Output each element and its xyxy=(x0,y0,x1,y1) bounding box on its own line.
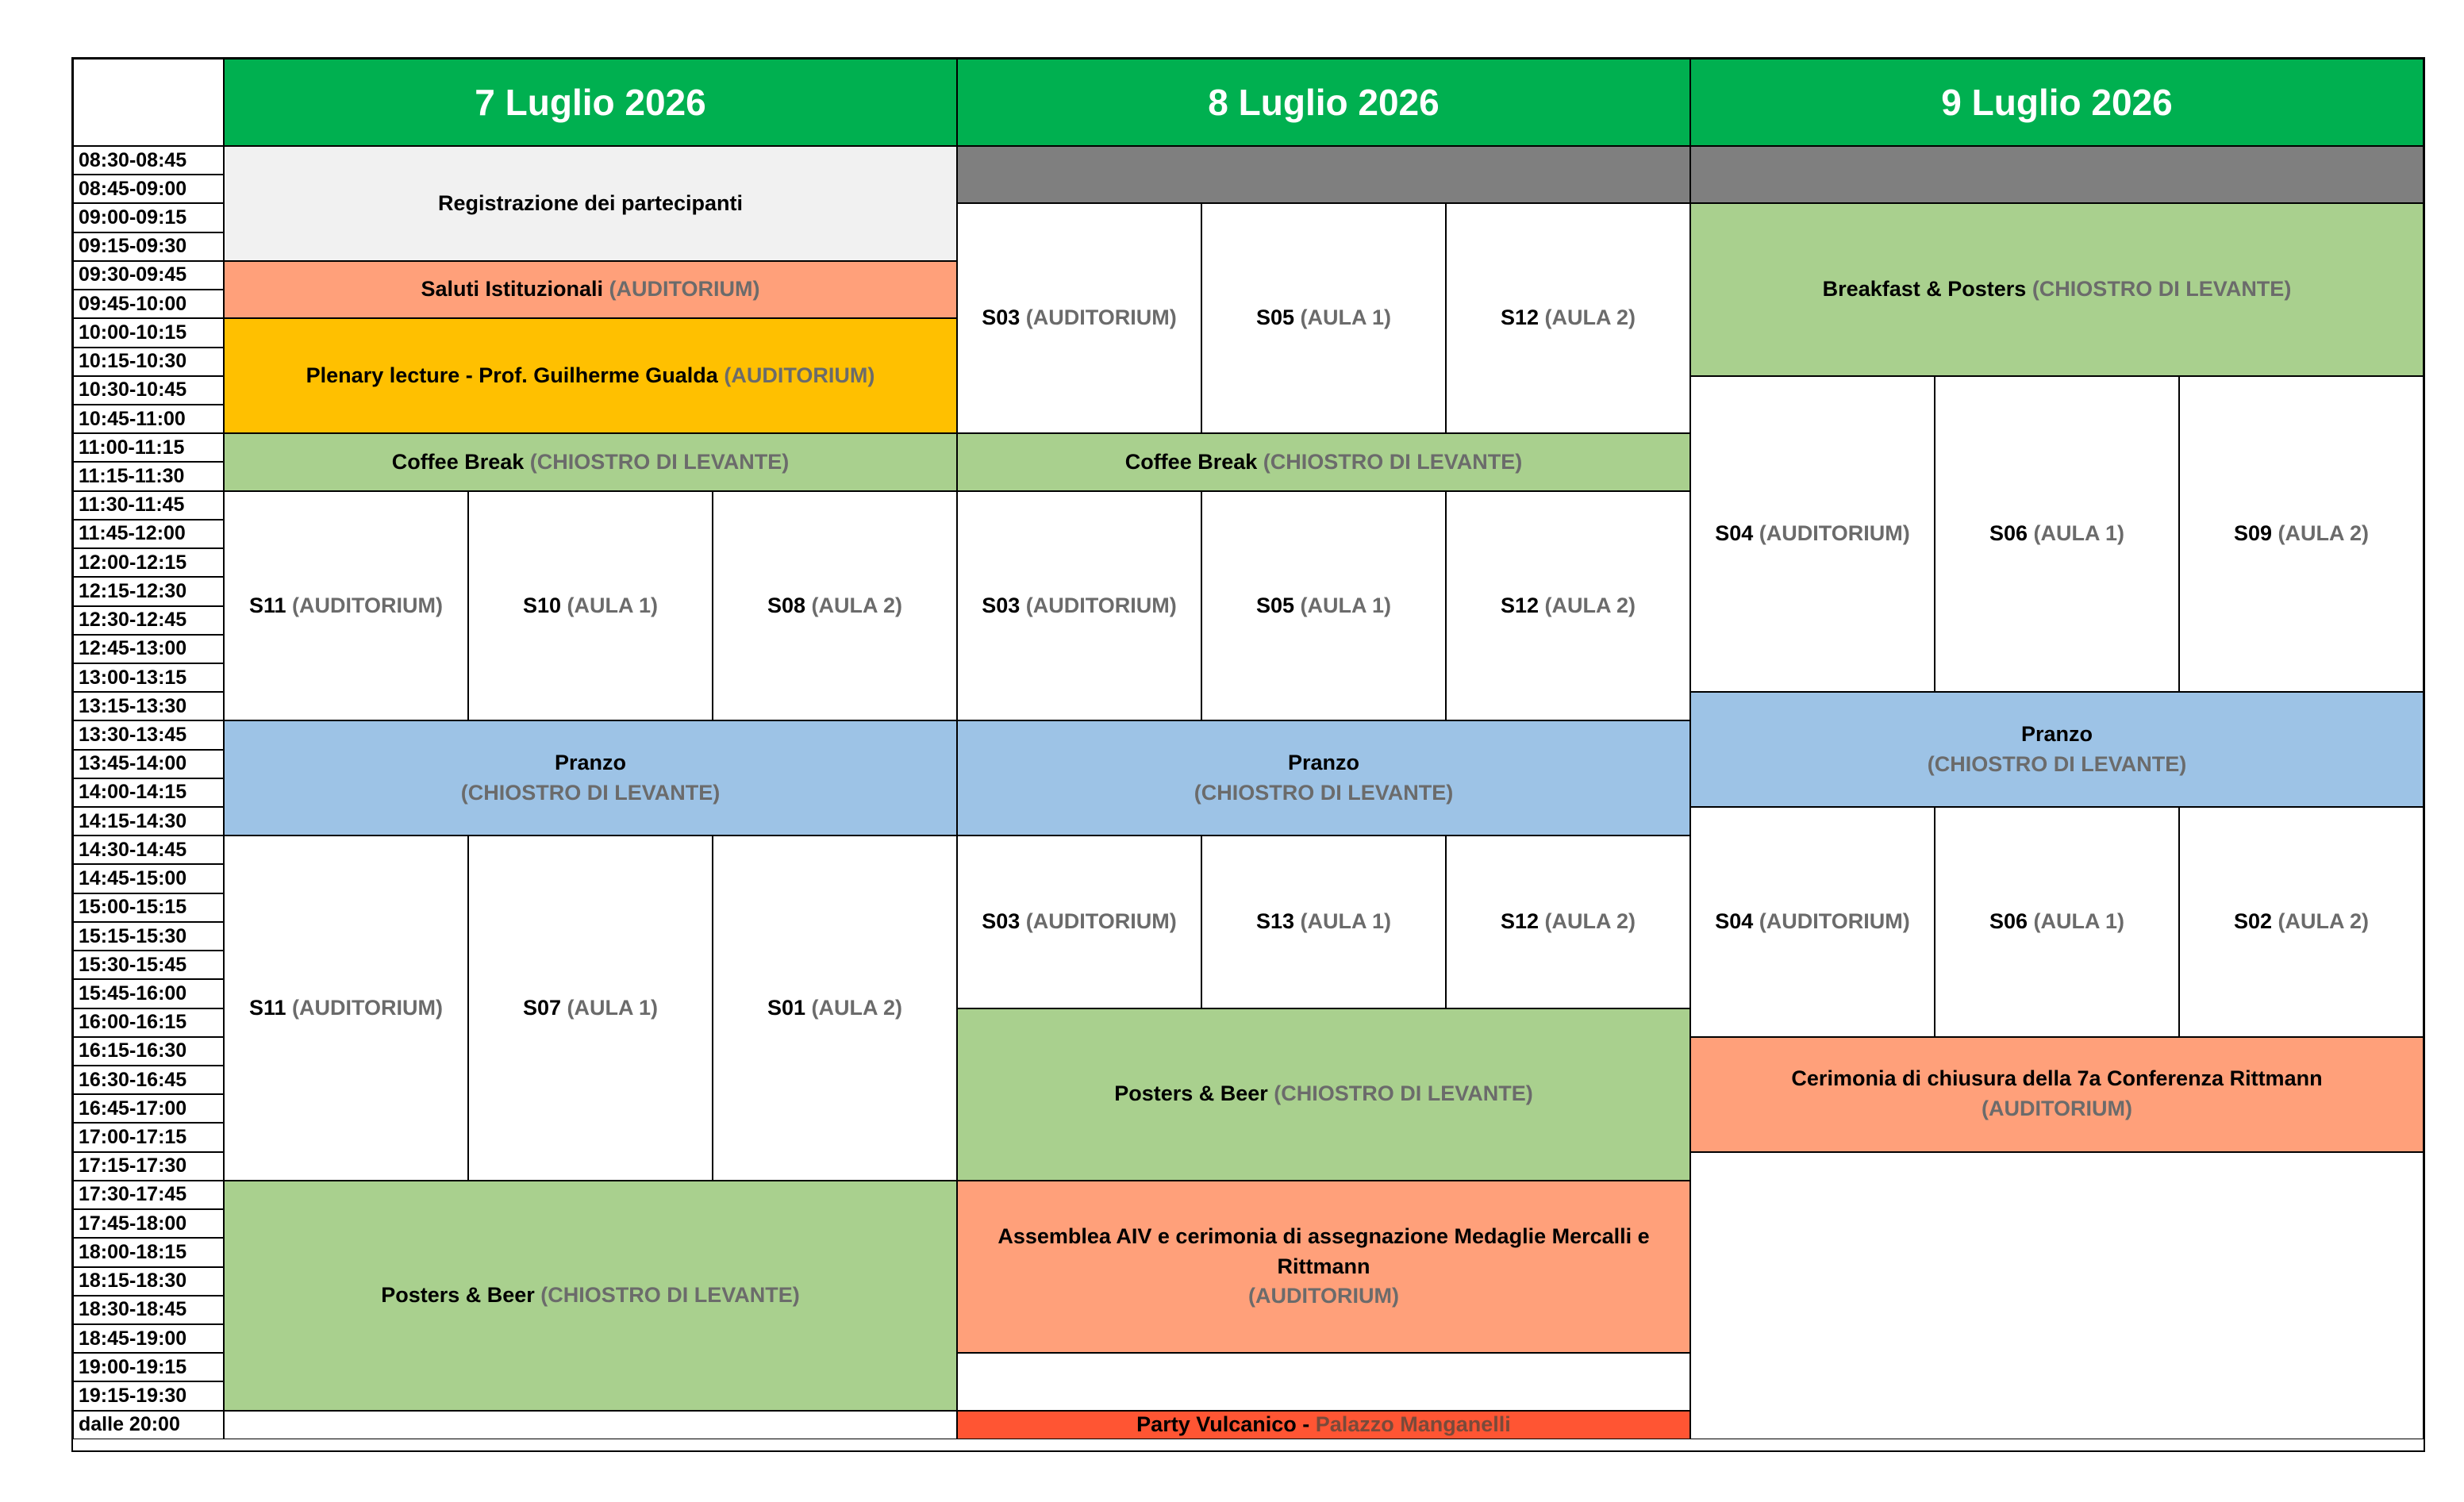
event-title: Registrazione dei partecipanti xyxy=(437,190,744,215)
session-room: (AULA 2) xyxy=(811,995,903,1020)
empty-cell xyxy=(957,146,1690,203)
session-s12 xyxy=(1446,491,1690,721)
session-s03 xyxy=(957,203,1201,433)
session-s13 xyxy=(1201,836,1446,1008)
event-location: (CHIOSTRO DI LEVANTE) xyxy=(1274,1081,1533,1106)
empty-cell xyxy=(224,1411,957,1439)
session-code: S04 xyxy=(1715,521,1754,546)
event-title: Pranzo xyxy=(554,751,627,775)
session-s02 xyxy=(2179,807,2424,1037)
empty-cell xyxy=(1690,1152,2424,1439)
event-breakfast-posters xyxy=(1690,203,2424,375)
session-room: (AULA 1) xyxy=(1300,909,1392,933)
time-slot: 12:00-12:15 xyxy=(73,548,224,577)
time-slot: 11:15-11:30 xyxy=(73,462,224,490)
event-title: Pranzo xyxy=(1287,751,1360,775)
session-code: S13 xyxy=(1255,909,1295,933)
session-s11 xyxy=(224,836,468,1181)
session-code: S10 xyxy=(522,593,562,617)
session-s06 xyxy=(1935,376,2179,692)
session-room: (AULA 1) xyxy=(567,995,659,1020)
time-slot: 14:45-15:00 xyxy=(73,864,224,893)
time-slot: 17:30-17:45 xyxy=(73,1181,224,1209)
event-location: (CHIOSTRO DI LEVANTE) xyxy=(460,780,721,805)
session-s06 xyxy=(1935,807,2179,1037)
session-s01 xyxy=(713,836,957,1181)
time-slot: 15:00-15:15 xyxy=(73,893,224,922)
session-code: S03 xyxy=(982,593,1021,617)
event-pranzo xyxy=(224,720,957,836)
time-slot: 17:45-18:00 xyxy=(73,1209,224,1238)
day-header-1: 7 Luglio 2026 xyxy=(224,59,957,146)
time-slot: 12:30-12:45 xyxy=(73,606,224,635)
time-slot: 16:15-16:30 xyxy=(73,1037,224,1066)
session-room: (AUDITORIUM) xyxy=(292,593,444,617)
event-location: (CHIOSTRO DI LEVANTE) xyxy=(540,1282,800,1307)
event-title: Coffee Break xyxy=(1124,449,1258,474)
session-room: (AUDITORIUM) xyxy=(1025,305,1177,330)
event-saluti xyxy=(224,261,957,318)
event-title: Breakfast & Posters xyxy=(1822,277,2027,302)
session-s12 xyxy=(1446,836,1690,1008)
day-header-3: 9 Luglio 2026 xyxy=(1690,59,2424,146)
session-room: (AULA 2) xyxy=(2278,909,2370,933)
session-room: (AULA 2) xyxy=(1544,909,1636,933)
event-posters-beer xyxy=(224,1181,957,1411)
event-title: Posters & Beer xyxy=(1114,1081,1268,1106)
session-code: S12 xyxy=(1500,305,1540,330)
session-code: S12 xyxy=(1500,909,1540,933)
session-room: (AUDITORIUM) xyxy=(1759,909,1910,933)
event-pranzo xyxy=(1690,692,2424,807)
event-registrazione xyxy=(224,146,957,261)
time-slot: 18:15-18:30 xyxy=(73,1267,224,1296)
event-title: Saluti Istituzionali xyxy=(421,277,603,302)
session-room: (AUDITORIUM) xyxy=(1025,909,1177,933)
event-plenary xyxy=(224,318,957,433)
empty-cell xyxy=(1690,146,2424,203)
event-pranzo xyxy=(957,720,1690,836)
session-room: (AULA 1) xyxy=(2033,909,2125,933)
time-slot: 10:45-11:00 xyxy=(73,405,224,433)
session-s09 xyxy=(2179,376,2424,692)
session-room: (AULA 2) xyxy=(2278,521,2370,546)
time-slot: 14:00-14:15 xyxy=(73,778,224,807)
session-code: S01 xyxy=(767,995,806,1020)
time-slot: 12:45-13:00 xyxy=(73,635,224,663)
time-slot: 10:30-10:45 xyxy=(73,376,224,405)
event-location: (AUDITORIUM) xyxy=(1248,1284,1399,1308)
session-s04 xyxy=(1690,376,1935,692)
time-slot: 09:45-10:00 xyxy=(73,290,224,318)
session-s03 xyxy=(957,836,1201,1008)
event-assemblea xyxy=(957,1181,1690,1353)
event-cerimonia-chiusura xyxy=(1690,1037,2424,1152)
time-slot: 08:30-08:45 xyxy=(73,146,224,175)
session-code: S05 xyxy=(1255,593,1295,617)
time-slot: 16:45-17:00 xyxy=(73,1094,224,1123)
event-coffee-break xyxy=(224,433,957,490)
event-title: Plenary lecture - Prof. Guilherme Gualda xyxy=(306,363,718,387)
event-location: (CHIOSTRO DI LEVANTE) xyxy=(1927,751,2187,776)
session-s05 xyxy=(1201,491,1446,721)
time-slot: 17:00-17:15 xyxy=(73,1123,224,1151)
session-s05 xyxy=(1201,203,1446,433)
time-slot: 10:00-10:15 xyxy=(73,318,224,347)
session-room: (AUDITORIUM) xyxy=(1759,521,1910,546)
time-slot: 18:00-18:15 xyxy=(73,1238,224,1266)
event-location: (CHIOSTRO DI LEVANTE) xyxy=(1263,449,1523,474)
session-code: S06 xyxy=(1989,521,2028,546)
time-slot: 12:15-12:30 xyxy=(73,577,224,605)
time-slot: 14:15-14:30 xyxy=(73,807,224,836)
time-slot: 16:00-16:15 xyxy=(73,1008,224,1037)
time-slot: 13:45-14:00 xyxy=(73,750,224,778)
time-slot: 19:15-19:30 xyxy=(73,1381,224,1410)
session-s08 xyxy=(713,491,957,721)
session-room: (AUDITORIUM) xyxy=(292,995,444,1020)
time-slot: 09:15-09:30 xyxy=(73,232,224,261)
session-room: (AUDITORIUM) xyxy=(1025,593,1177,617)
session-room: (AULA 2) xyxy=(1544,593,1636,617)
session-code: S11 xyxy=(248,995,286,1020)
time-slot: 15:45-16:00 xyxy=(73,979,224,1008)
session-code: S12 xyxy=(1500,593,1540,617)
session-code: S03 xyxy=(982,305,1021,330)
event-location: Palazzo Manganelli xyxy=(1315,1412,1511,1436)
empty-cell xyxy=(957,1353,1690,1410)
time-slot: dalle 20:00 xyxy=(73,1411,224,1439)
session-code: S02 xyxy=(2233,909,2273,933)
session-code: S09 xyxy=(2233,521,2273,546)
time-slot: 15:30-15:45 xyxy=(73,951,224,979)
session-code: S05 xyxy=(1255,305,1295,330)
session-s07 xyxy=(468,836,713,1181)
event-location: (CHIOSTRO DI LEVANTE) xyxy=(1194,780,1454,805)
time-slot: 13:00-13:15 xyxy=(73,663,224,692)
time-slot: 17:15-17:30 xyxy=(73,1152,224,1181)
session-s04 xyxy=(1690,807,1935,1037)
session-code: S04 xyxy=(1715,909,1754,933)
time-slot: 09:30-09:45 xyxy=(73,261,224,290)
session-s10 xyxy=(468,491,713,721)
event-title: Assemblea AIV e cerimonia di assegnazione Medaglie Mercalli e Rittmann xyxy=(998,1223,1650,1278)
session-room: (AULA 1) xyxy=(1300,305,1392,330)
time-slot: 13:15-13:30 xyxy=(73,692,224,720)
event-location: (CHIOSTRO DI LEVANTE) xyxy=(2032,277,2292,302)
event-title: Coffee Break xyxy=(391,449,525,474)
time-slot: 16:30-16:45 xyxy=(73,1066,224,1094)
time-slot: 15:15-15:30 xyxy=(73,922,224,951)
time-slot: 18:30-18:45 xyxy=(73,1296,224,1324)
event-party-vulcanico xyxy=(957,1411,1690,1439)
event-location: (AUDITORIUM) xyxy=(1982,1097,2132,1121)
event-title: Posters & Beer xyxy=(381,1282,535,1307)
event-location: (AUDITORIUM) xyxy=(609,277,760,302)
schedule-table xyxy=(71,57,2425,1452)
session-room: (AULA 1) xyxy=(2033,521,2125,546)
session-room: (AULA 2) xyxy=(1544,305,1636,330)
time-slot: 08:45-09:00 xyxy=(73,175,224,203)
session-room: (AULA 2) xyxy=(811,593,903,617)
event-title: Pranzo xyxy=(2020,721,2093,746)
event-location: (CHIOSTRO DI LEVANTE) xyxy=(529,449,790,474)
session-s03 xyxy=(957,491,1201,721)
session-code: S07 xyxy=(522,995,562,1020)
event-location: (AUDITORIUM) xyxy=(724,363,875,387)
session-code: S03 xyxy=(982,909,1021,933)
day-header-2: 8 Luglio 2026 xyxy=(957,59,1690,146)
corner-cell xyxy=(73,59,224,146)
time-slot: 11:30-11:45 xyxy=(73,491,224,520)
session-s11 xyxy=(224,491,468,721)
session-room: (AULA 1) xyxy=(1300,593,1392,617)
time-slot: 19:00-19:15 xyxy=(73,1353,224,1381)
event-title: Party Vulcanico - xyxy=(1136,1412,1316,1436)
session-room: (AULA 1) xyxy=(567,593,659,617)
session-code: S08 xyxy=(767,593,806,617)
event-posters-beer xyxy=(957,1008,1690,1181)
time-slot: 13:30-13:45 xyxy=(73,720,224,749)
time-slot: 10:15-10:30 xyxy=(73,348,224,376)
time-slot: 18:45-19:00 xyxy=(73,1324,224,1353)
session-code: S06 xyxy=(1989,909,2028,933)
time-slot: 11:00-11:15 xyxy=(73,433,224,462)
time-slot: 09:00-09:15 xyxy=(73,203,224,232)
time-slot: 14:30-14:45 xyxy=(73,836,224,864)
event-title: Cerimonia di chiusura della 7a Conferenza Rittmann xyxy=(1791,1066,2323,1091)
session-code: S11 xyxy=(248,593,286,617)
event-coffee-break xyxy=(957,433,1690,490)
time-slot: 11:45-12:00 xyxy=(73,520,224,548)
session-s12 xyxy=(1446,203,1690,433)
